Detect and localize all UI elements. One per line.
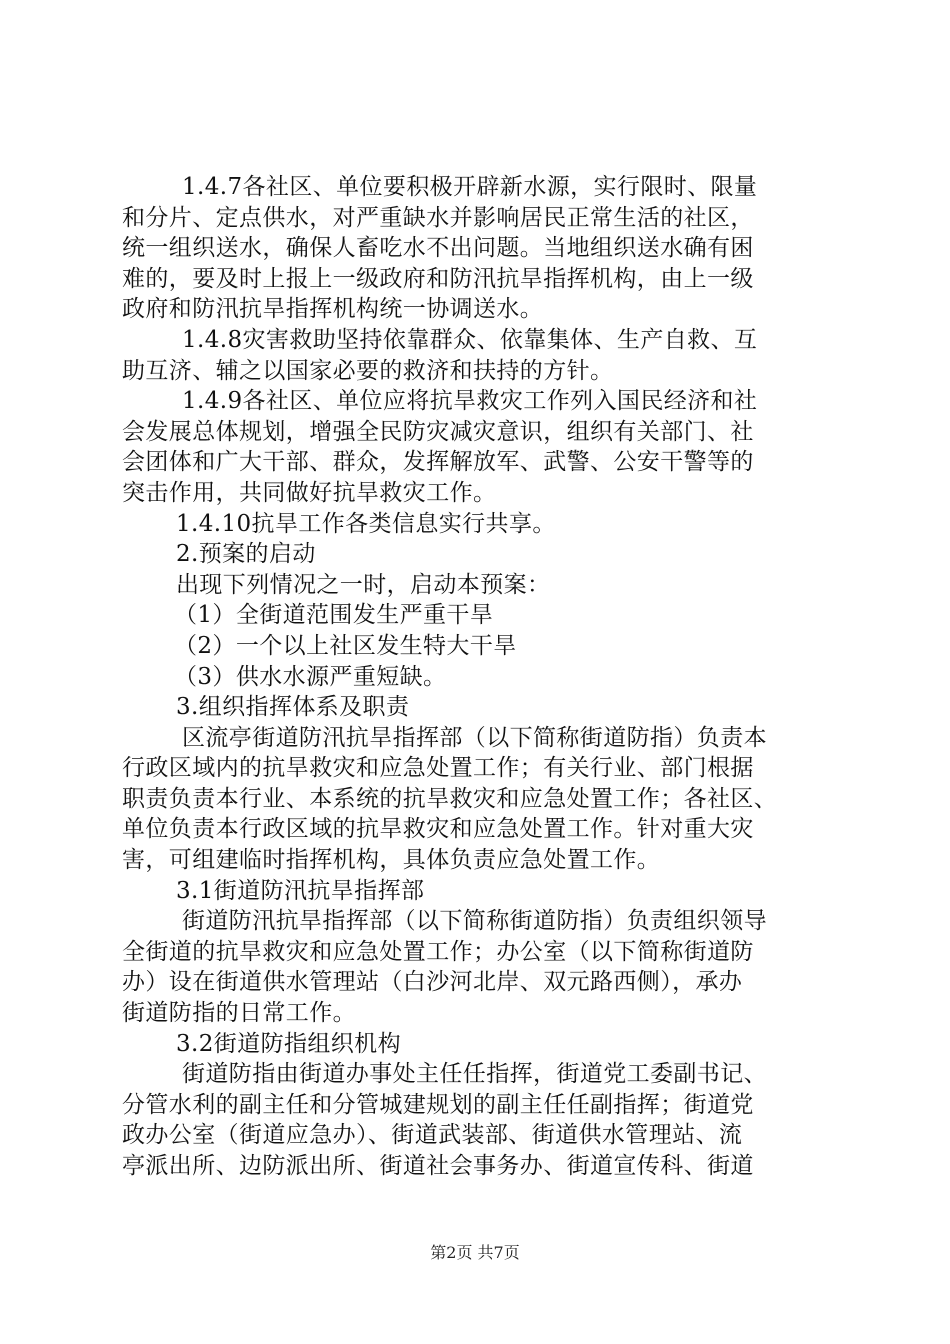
text-line: 助互济、辅之以国家必要的救济和扶持的方针。 <box>122 357 614 384</box>
text-line: 政办公室（街道应急办）、街道武装部、街道供水管理站、流 <box>122 1122 743 1149</box>
subsection-heading: 3.1街道防汛抗旱指挥部 <box>176 877 425 904</box>
text-line: 出现下列情况之一时，启动本预案： <box>176 571 551 598</box>
text-line: 会团体和广大干部、群众，发挥解放军、武警、公安干警等的 <box>122 449 754 476</box>
text-line: 害，可组建临时指挥机构，具体负责应急处置工作。 <box>122 847 661 874</box>
list-item: （2）一个以上社区发生特大干旱 <box>174 632 517 659</box>
text-line: 1.4.9各社区、单位应将抗旱救灾工作列入国民经济和社 <box>182 388 758 415</box>
text-line: 1.4.7各社区、单位要积极开辟新水源，实行限时、限量 <box>182 174 758 200</box>
text-line: 政府和防汛抗旱指挥机构统一协调送水。 <box>122 296 544 323</box>
section-heading: 3.组织指挥体系及职责 <box>176 694 410 721</box>
text-line: 亭派出所、边防派出所、街道社会事务办、街道宣传科、街道 <box>122 1153 754 1179</box>
text-line: 统一组织送水，确保人畜吃水不出问题。当地组织送水确有困 <box>122 235 754 262</box>
text-line: 分管水利的副主任和分管城建规划的副主任任副指挥；街道党 <box>122 1091 754 1118</box>
text-line: 街道防汛抗旱指挥部（以下简称街道防指）负责组织领导 <box>182 908 767 935</box>
list-item: （1）全街道范围发生严重干旱 <box>174 602 494 629</box>
text-line: 和分片、定点供水，对严重缺水并影响居民正常生活的社区， <box>122 204 754 231</box>
text-line: 街道防指由街道办事处主任任指挥，街道党工委副书记、 <box>182 1061 767 1088</box>
text-line: 1.4.8灾害救助坚持依靠群众、依靠集体、生产自救、互 <box>182 326 758 353</box>
text-line: 区流亭街道防汛抗旱指挥部（以下简称街道防指）负责本 <box>182 724 767 751</box>
subsection-heading: 3.2街道防指组织机构 <box>176 1030 401 1057</box>
text-line: 会发展总体规划，增强全民防灾减灾意识，组织有关部门、社 <box>122 418 754 445</box>
text-line: 行政区域内的抗旱救灾和应急处置工作；有关行业、部门根据 <box>122 755 754 782</box>
page-number-footer: 第2页 共7页 <box>430 1243 520 1262</box>
section-heading: 2.预案的启动 <box>176 541 316 568</box>
list-item: （3）供水水源严重短缺。 <box>174 663 447 690</box>
text-line: 全街道的抗旱救灾和应急处置工作；办公室（以下简称街道防 <box>122 938 754 965</box>
text-line: 难的，要及时上报上一级政府和防汛抗旱指挥机构，由上一级 <box>122 265 754 292</box>
document-body <box>122 172 832 1182</box>
text-line: 突击作用，共同做好抗旱救灾工作。 <box>122 479 497 506</box>
text-line: 单位负责本行政区域的抗旱救灾和应急处置工作。针对重大灾 <box>122 816 754 843</box>
text-line: 办）设在街道供水管理站（白沙河北岸、双元路西侧），承办 <box>122 969 743 996</box>
text-line: 1.4.10抗旱工作各类信息实行共享。 <box>176 510 556 537</box>
text-line: 职责负责本行业、本系统的抗旱救灾和应急处置工作；各社区、 <box>122 785 778 812</box>
text-line: 街道防指的日常工作。 <box>122 1000 356 1027</box>
